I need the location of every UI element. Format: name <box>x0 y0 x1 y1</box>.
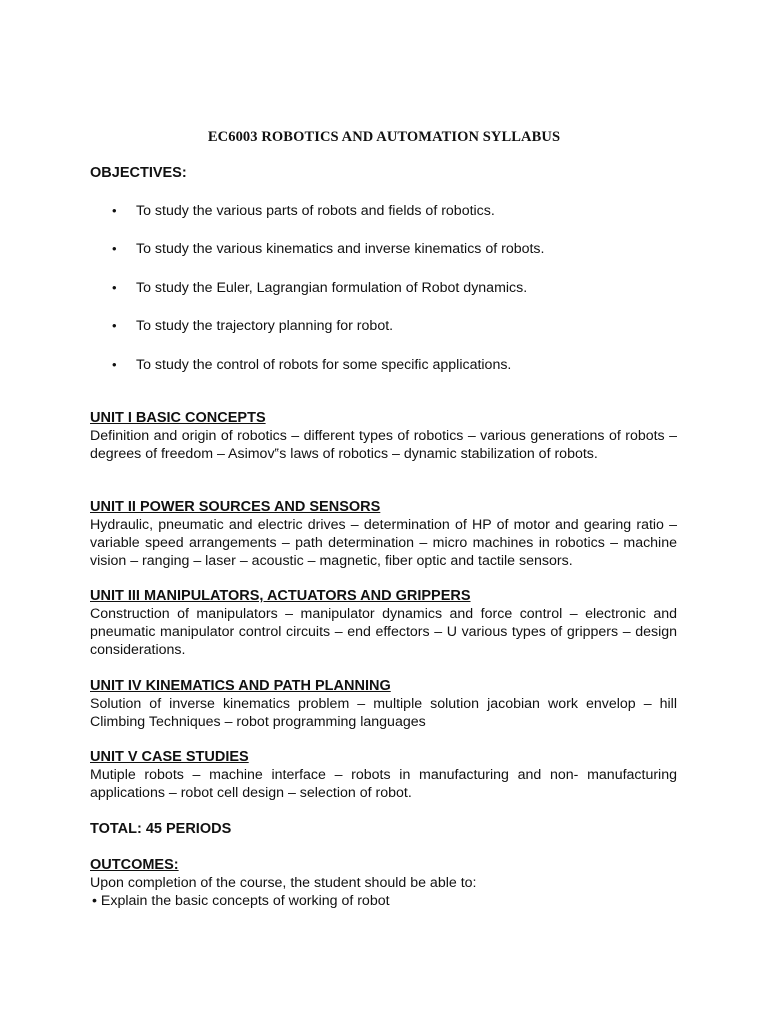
unit-5-heading: UNIT V CASE STUDIES <box>90 749 249 765</box>
unit-3-heading: UNIT III MANIPULATORS, ACTUATORS AND GRIPPERS <box>90 588 471 604</box>
bullet-icon: • <box>112 241 117 257</box>
unit-4-body: Solution of inverse kinematics problem – multiple solution jacobian work envelop – hill Climbing Techniques – robot programming languages <box>90 696 677 730</box>
objective-item <box>112 202 712 240</box>
unit-3-body: Construction of manipulators – manipulator dynamics and force control – electronic and pneumatic manipulator control circuits – end effectors – U various types of grippers – design considerations. <box>90 606 677 658</box>
objective-text: To study the various parts of robots and fields of robotics. <box>136 203 495 219</box>
unit-4-section <box>90 677 677 731</box>
bullet-icon: • <box>112 279 117 295</box>
unit-2-heading: UNIT II POWER SOURCES AND SENSORS <box>90 499 381 515</box>
unit-1-heading: UNIT I BASIC CONCEPTS <box>90 410 266 426</box>
objective-text: To study the control of robots for some specific applications. <box>136 356 512 373</box>
document-title: EC6003 ROBOTICS AND AUTOMATION SYLLABUS <box>207 129 561 145</box>
objectives-list <box>112 202 712 394</box>
unit-2-body: Hydraulic, pneumatic and electric drives – determination of HP of motor and gearing ratio – variable speed arrangements – path determination – micro machines in robotics – machine vision – ranging – laser – acoustic – magnetic, fiber optic and tactile sensors. <box>90 517 677 569</box>
total-periods: TOTAL: 45 PERIODS <box>90 821 232 837</box>
objective-item <box>112 317 712 355</box>
objective-text: To study the trajectory planning for robot. <box>136 318 394 335</box>
outcomes-intro: Upon completion of the course, the student should be able to: <box>90 875 477 891</box>
unit-5-section <box>90 748 677 802</box>
bullet-icon: • <box>112 356 117 372</box>
outcomes-heading: OUTCOMES: <box>90 857 179 873</box>
outcomes-section <box>90 856 677 910</box>
unit-2-section <box>90 498 677 570</box>
unit-1-body: Definition and origin of robotics – different types of robotics – various generations of robots – degrees of freedom – Asimov‟s laws of robotics – dynamic stabilization of robots. <box>90 428 677 462</box>
outcome-item: • Explain the basic concepts of working of robot <box>92 893 390 909</box>
objective-item <box>112 356 712 394</box>
objectives-heading: OBJECTIVES: <box>90 165 187 181</box>
objective-item <box>112 240 712 278</box>
bullet-icon: • <box>112 318 117 334</box>
unit-5-body: Mutiple robots – machine interface – robots in manufacturing and non- manufacturing applications – robot cell design – selection of robot. <box>90 767 677 801</box>
unit-4-heading: UNIT IV KINEMATICS AND PATH PLANNING <box>90 678 391 694</box>
objective-text: To study the various kinematics and inverse kinematics of robots. <box>136 241 545 258</box>
unit-1-section <box>90 409 677 463</box>
objective-item <box>112 279 712 317</box>
objective-text: To study the Euler, Lagrangian formulation of Robot dynamics. <box>136 279 528 296</box>
bullet-icon: • <box>112 203 117 218</box>
unit-3-section <box>90 587 677 659</box>
